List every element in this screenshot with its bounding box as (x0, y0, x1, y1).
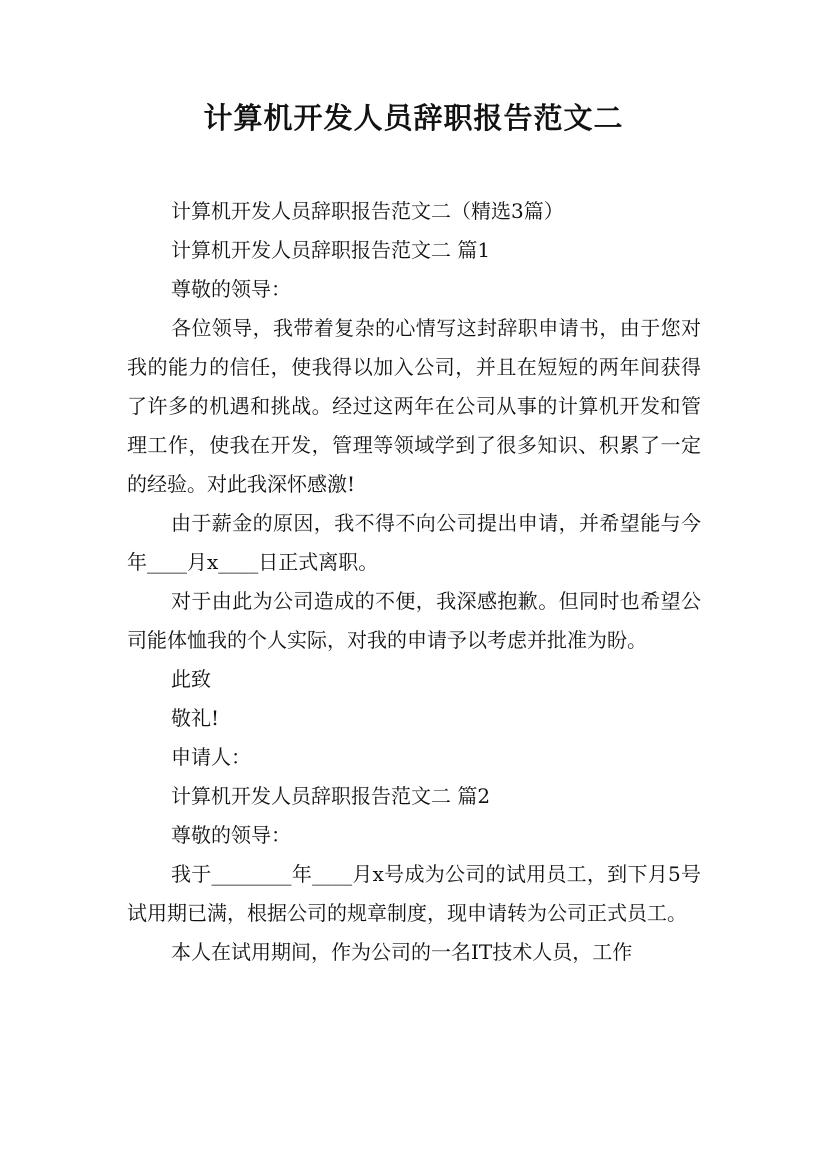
section-heading-2: 计算机开发人员辞职报告范文二 篇2 (171, 784, 491, 808)
document-body (127, 192, 701, 972)
body-paragraph: 本人在试用期间，作为公司的一名IT技术人员，工作 (171, 940, 633, 964)
document-title: 计算机开发人员辞职报告范文二 (203, 101, 624, 135)
closing-line: 此致 (171, 667, 211, 691)
body-paragraph: 对于由此为公司造成的不便，我深感抱歉。但同时也希望公司能体恤我的个人实际，对我的申请予以考虑并批准为盼。 (127, 589, 701, 652)
body-paragraph: 各位领导，我带着复杂的心情写这封辞职申请书，由于您对我的能力的信任，使我得以加入公司，并且在短短的两年间获得了许多的机遇和挑战。经过这两年在公司从事的计算机开发和管理工作，使我在开发，管理等领域学到了很多知识、积累了一定的经验。对此我深怀感激! (127, 316, 701, 496)
salutation-1: 尊敬的领导： (171, 277, 291, 301)
salutation-2: 尊敬的领导： (171, 823, 291, 847)
body-paragraph: 由于薪金的原因，我不得不向公司提出申请，并希望能与今年____月x____日正式离职。 (127, 511, 701, 574)
closing-line: 敬礼! (171, 706, 220, 730)
applicant-line: 申请人： (171, 745, 251, 769)
body-paragraph: 我于________年____月x号成为公司的试用员工，到下月5号试用期已满，根据公司的规章制度，现申请转为公司正式员工。 (127, 862, 701, 925)
section-heading-1: 计算机开发人员辞职报告范文二 篇1 (171, 238, 491, 262)
subtitle-line: 计算机开发人员辞职报告范文二（精选3篇） (171, 199, 564, 223)
